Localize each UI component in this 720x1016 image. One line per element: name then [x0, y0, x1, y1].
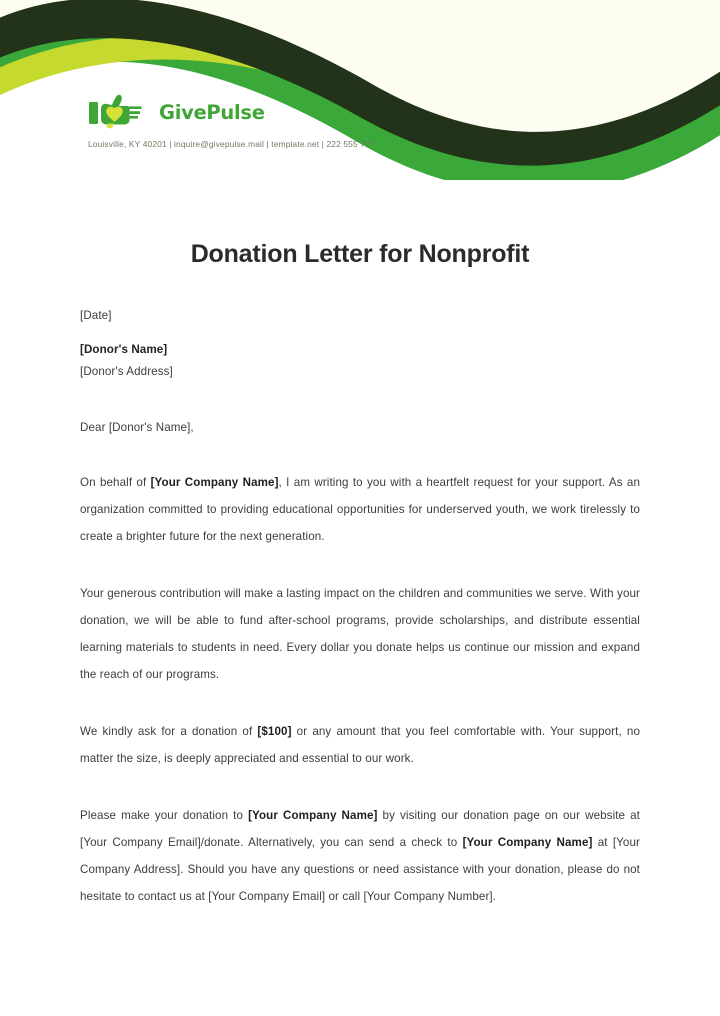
hand-giving-heart-icon	[88, 93, 150, 131]
brand-row	[88, 92, 375, 132]
header-wave-graphic	[0, 0, 720, 180]
text-intro-0: On behalf of	[80, 476, 151, 489]
letterhead-identity	[88, 92, 375, 149]
salutation-line: Dear [Donor's Name],	[80, 421, 194, 434]
letterhead-header	[0, 0, 720, 180]
text-ask-2: or any amount that you feel comfortable with. Your support, no matter the size, is deeply appreciated and essential to our work.	[80, 725, 640, 765]
donor-name-line: [Donor's Name]	[80, 343, 168, 356]
paragraph-impact	[80, 580, 640, 688]
emphasis-how-to-give-3: [Your Company Name]	[462, 836, 593, 849]
text-impact-0: Your generous contribution will make a lasting impact on the children and communities we serve. With your donation, we will be able to fund after-school programs, provide scholarships, and distribute essential learning materials to students in need. Every dollar you donate helps us continue our mission and expand the reach of our programs.	[80, 587, 640, 681]
paragraph-how-to-give	[80, 802, 640, 910]
paragraph-intro	[80, 469, 640, 550]
text-intro-2: , I am writing to you with a heartfelt request for your support. As an organization committed to providing educational opportunities for underserved youth, we work tirelessly to create a brighter future for the next generation.	[80, 476, 640, 543]
text-how-to-give-4: at [Your Company Address]. Should you have any questions or need assistance with your donation, please do not hesitate to contact us at [Your Company Email] or call [Your Company Number].	[80, 836, 640, 903]
text-how-to-give-0: Please make your donation to	[80, 809, 249, 822]
emphasis-how-to-give-1: [Your Company Name]	[248, 809, 378, 822]
letter-paragraphs	[80, 469, 640, 910]
contact-line: Louisville, KY 40201 | inquire@givepulse.mail | template.net | 222 555 777	[88, 139, 375, 149]
emphasis-intro-1: [Your Company Name]	[150, 476, 279, 489]
letter-body	[80, 305, 640, 910]
paragraph-ask	[80, 718, 640, 772]
text-ask-0: We kindly ask for a donation of	[80, 725, 258, 738]
date-line: [Date]	[80, 309, 112, 322]
emphasis-ask-1: [$100]	[257, 725, 292, 738]
page-title: Donation Letter for Nonprofit	[190, 240, 530, 268]
donor-address-line: [Donor's Address]	[80, 365, 173, 378]
brand-name: GivePulse	[159, 100, 265, 124]
text-how-to-give-2: by visiting our donation page on our website at [Your Company Email]/donate. Alternatively, you can send a check to	[80, 809, 641, 849]
meta-spacer	[80, 327, 640, 339]
